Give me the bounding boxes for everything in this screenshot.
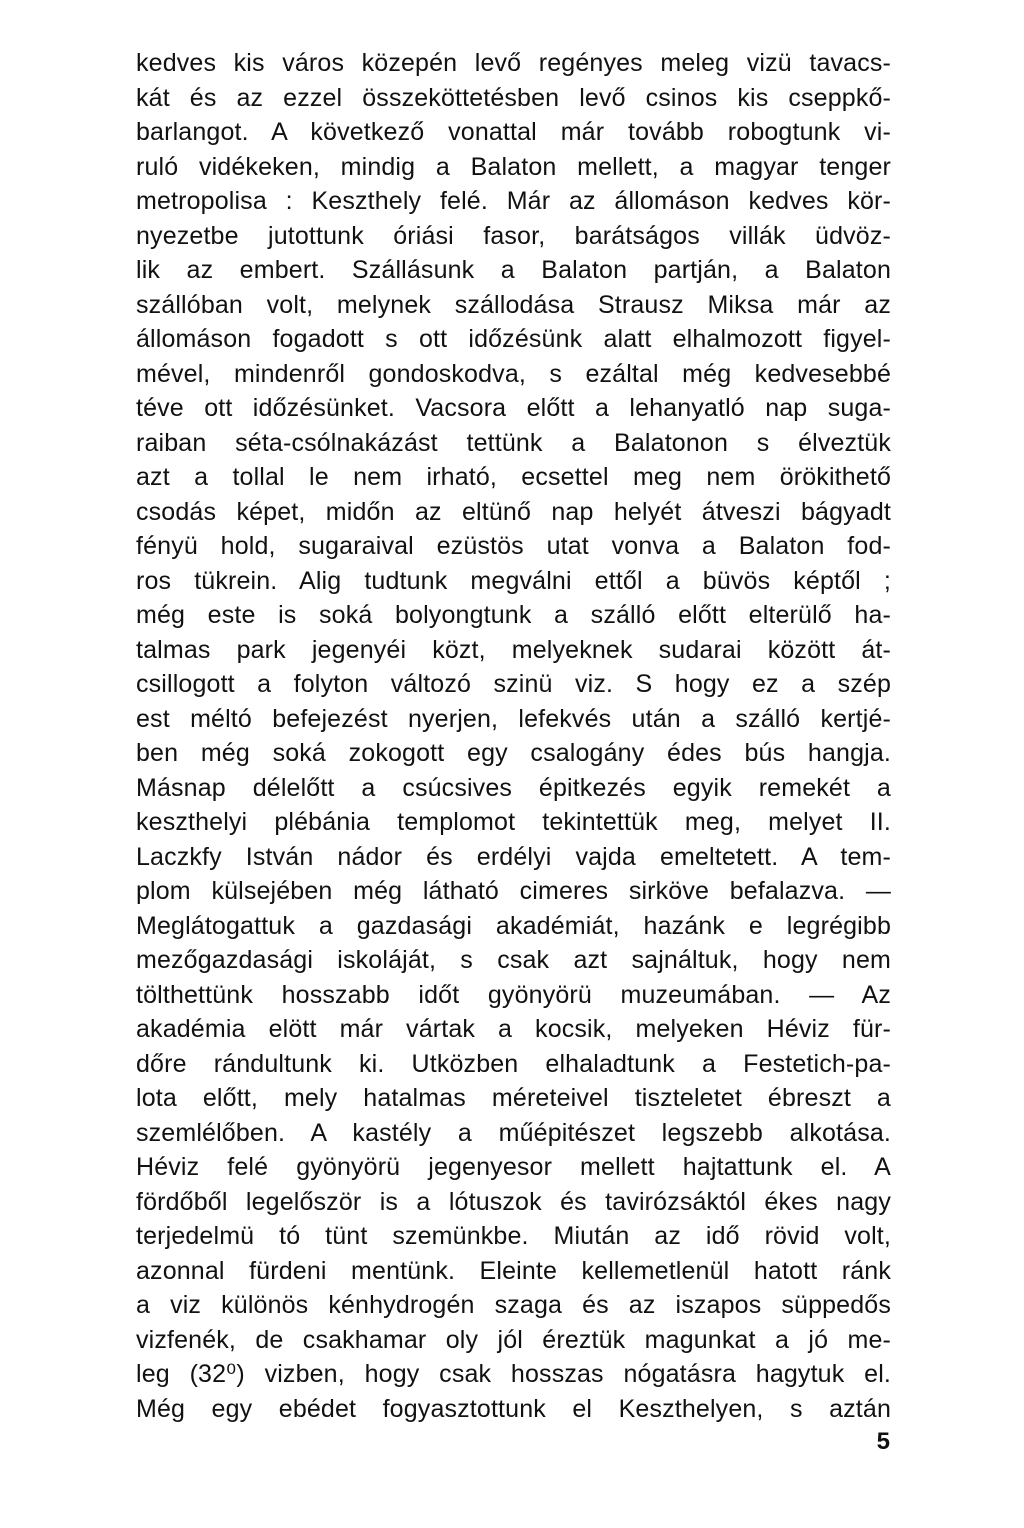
text-line: a viz különös kénhydrogén szaga és az iszapos süppedős (136, 1291, 891, 1319)
text-line: Még egy ebédet fogyasztottunk el Keszthelyen, s aztán (136, 1394, 891, 1423)
text-line: mezőgazdasági iskoláját, s csak azt sajnáltuk, hogy nem (136, 946, 891, 974)
text-line: Másnap délelőtt a csúcsives épitkezés egyik remekét a (136, 773, 891, 802)
text-line: ros tükrein. Alig tudtunk megválni ettől a büvös képtől ; (136, 566, 891, 595)
text-line: szemlélőben. A kastély a műépitészet legszebb alkotása. (136, 1118, 891, 1147)
text-line: fördőből legelőször is a lótuszok és tavirózsáktól ékes nagy (136, 1187, 891, 1216)
text-line: fényü hold, sugaraival ezüstös utat vonva a Balaton fod- (136, 532, 891, 560)
page-number: 5 (876, 1428, 890, 1455)
text-line: Meglátogattuk a gazdasági akadémiát, hazánk e legrégibb (136, 911, 891, 940)
text-line: lik az embert. Szállásunk a Balaton partján, a Balaton (136, 256, 891, 284)
body-text (136, 46, 891, 1426)
text-line: csillogott a folyton változó szinü viz. S hogy ez a szép (136, 670, 891, 698)
text-line: terjedelmü tó tünt szemünkbe. Miután az idő rövid volt, (136, 1222, 891, 1250)
text-line: azt a tollal le nem irható, ecsettel meg nem örökithető (136, 463, 891, 491)
text-line: még este is soká bolyongtunk a szálló előtt elterülő ha- (136, 601, 891, 629)
text-line: Héviz felé gyönyörü jegenyesor mellett hajtattunk el. A (136, 1153, 891, 1181)
text-line: csodás képet, midőn az eltünő nap helyét átveszi bágyadt (136, 497, 891, 526)
text-line: dőre rándultunk ki. Utközben elhaladtunk a Festetich-pa- (136, 1049, 891, 1078)
text-line: szállóban volt, melynek szállodása Strausz Miksa már az (136, 290, 891, 319)
text-line: ben még soká zokogott egy csalogány édes bús hangja. (136, 739, 891, 767)
text-line: állomáson fogadott s ott időzésünk alatt elhalmozott figyel- (136, 325, 891, 353)
text-line: azonnal fürdeni mentünk. Eleinte kellemetlenül hatott ránk (136, 1256, 891, 1285)
text-line: vizfenék, de csakhamar oly jól éreztük magunkat a jó me- (136, 1325, 891, 1354)
text-line: est méltó befejezést nyerjen, lefekvés után a szálló kertjé- (136, 704, 891, 733)
text-line: tölthettünk hosszabb időt gyönyörü muzeumában. — Az (136, 980, 891, 1009)
text-line: keszthelyi plébánia templomot tekintettük meg, melyet II. (136, 808, 891, 836)
text-line: barlangot. A következő vonattal már tovább robogtunk vi- (136, 118, 891, 146)
text-line: téve ott időzésünket. Vacsora előtt a lehanyatló nap suga- (136, 394, 891, 422)
text-line: talmas park jegenyéi közt, melyeknek sudarai között át- (136, 635, 891, 664)
text-line: ruló vidékeken, mindig a Balaton mellett, a magyar tenger (136, 152, 891, 181)
text-line: plom külsejében még látható cimeres sirköve befalazva. — (136, 877, 891, 905)
text-line: nyezetbe jutottunk óriási fasor, barátságos villák üdvöz- (136, 221, 891, 250)
text-line: leg (32⁰) vizben, hogy csak hosszas nógatásra hagytuk el. (136, 1360, 891, 1388)
text-line: Laczkfy István nádor és erdélyi vajda emeltetett. A tem- (136, 842, 891, 871)
text-line: lota előtt, mely hatalmas méreteivel tiszteletet ébreszt a (136, 1084, 891, 1112)
text-line: kedves kis város közepén levő regényes meleg vizü tavacs- (136, 49, 891, 77)
text-line: akadémia elött már vártak a kocsik, melyeken Héviz für- (136, 1015, 891, 1043)
text-line: mével, mindenről gondoskodva, s ezáltal még kedvesebbé (136, 359, 891, 388)
text-line: metropolisa : Keszthely felé. Már az állomáson kedves kör- (136, 187, 891, 215)
text-line: raiban séta-csólnakázást tettünk a Balatonon s élveztük (136, 428, 891, 457)
text-line: kát és az ezzel összeköttetésben levő csinos kis cseppkő- (136, 83, 891, 112)
